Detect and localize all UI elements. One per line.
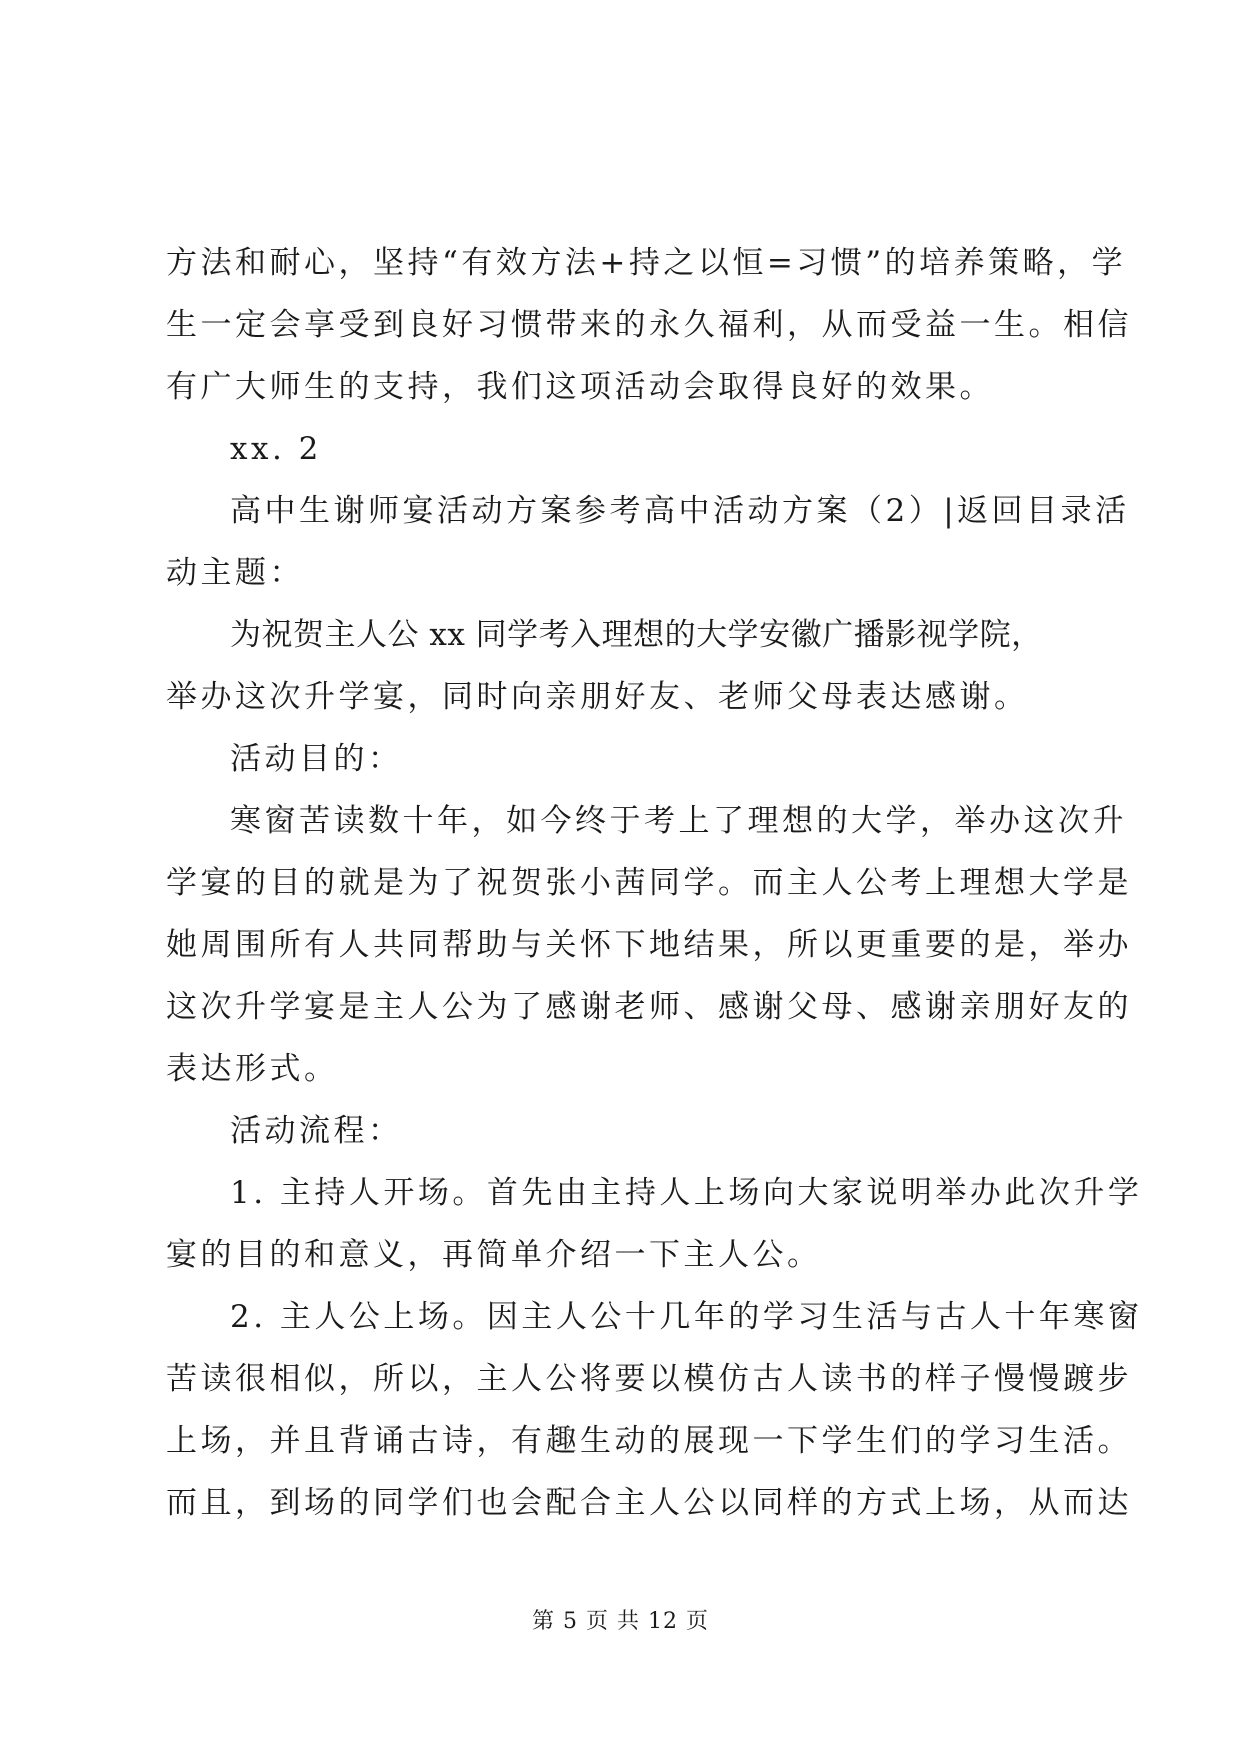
text-line: 寒窗苦读数十年，如今终于考上了理想的大学，举办这次升 <box>230 803 1127 839</box>
text-line: 苦读很相似，所以，主人公将要以模仿古人读书的样子慢慢踱步 <box>166 1361 1132 1397</box>
text-line: 为祝贺主人公 xx 同学考入理想的大学安徽广播影视学院， <box>230 617 1043 653</box>
text-line: 举办这次升学宴，同时向亲朋好友、老师父母表达感谢。 <box>166 679 1029 715</box>
text-line: 学宴的目的就是为了祝贺张小茜同学。而主人公考上理想大学是 <box>166 865 1132 901</box>
text-line: 动主题： <box>166 555 304 591</box>
text-line: 上场，并且背诵古诗，有趣生动的展现一下学生们的学习生活。 <box>166 1423 1132 1459</box>
section-heading: 活动目的： <box>230 741 403 777</box>
text-line: 2. 主人公上场。因主人公十几年的学习生活与古人十年寒窗 <box>230 1299 1143 1335</box>
document-body <box>166 232 1143 1534</box>
section-heading: 活动流程： <box>230 1113 403 1149</box>
text-line: 方法和耐心，坚持“有效方法+持之以恒=习惯”的培养策略，学 <box>166 245 1127 281</box>
text-line: 宴的目的和意义，再简单介绍一下主人公。 <box>166 1237 822 1273</box>
text-line: xx. 2 <box>230 431 322 467</box>
text-line: 而且，到场的同学们也会配合主人公以同样的方式上场，从而达 <box>166 1485 1132 1521</box>
text-line: 高中生谢师宴活动方案参考高中活动方案（2）|返回目录活 <box>230 493 1130 529</box>
text-line: 生一定会享受到良好习惯带来的永久福利，从而受益一生。相信 <box>166 307 1132 343</box>
text-line: 这次升学宴是主人公为了感谢老师、感谢父母、感谢亲朋好友的 <box>166 989 1132 1025</box>
page-number-footer: 第 5 页 共 12 页 <box>532 1609 709 1634</box>
text-line: 表达形式。 <box>166 1051 339 1087</box>
text-line: 她周围所有人共同帮助与关怀下地结果，所以更重要的是，举办 <box>166 927 1132 963</box>
text-line: 1. 主持人开场。首先由主持人上场向大家说明举办此次升学 <box>230 1175 1143 1211</box>
text-line: 有广大师生的支持，我们这项活动会取得良好的效果。 <box>166 369 994 405</box>
